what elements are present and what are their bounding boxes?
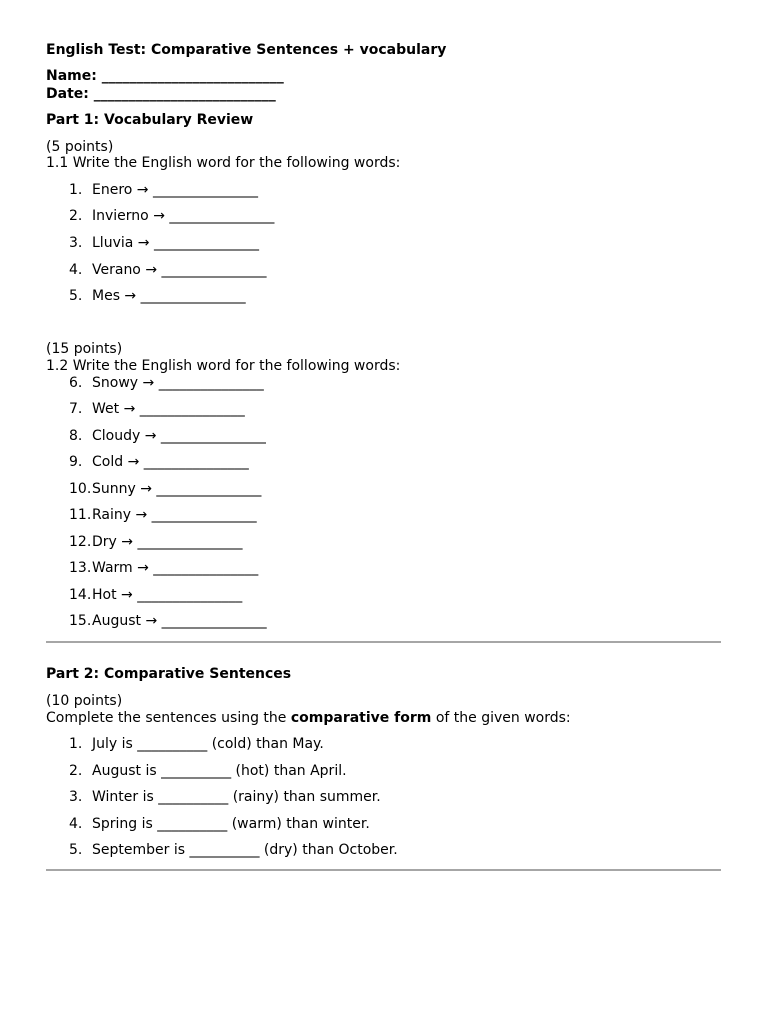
list-item [69,481,261,497]
section2-points: (15 points) [46,341,123,357]
item-number: 4. [69,262,83,278]
list-item [69,534,242,550]
item-number: 11. [69,507,92,523]
item-text: Enero → _______________ [92,182,258,198]
item-number: 4. [69,816,83,832]
item-number: 3. [69,235,83,251]
item-text: Rainy → _______________ [92,507,257,523]
item-number: 5. [69,288,83,304]
list-item [69,288,246,304]
section1-points: (5 points) [46,139,114,155]
section1-instruction: 1.1 Write the English word for the following words: [46,155,401,171]
section-divider [46,641,721,643]
list-item [69,763,347,779]
item-number: 8. [69,428,83,444]
item-text: Spring is __________ (warm) than winter. [92,816,370,832]
item-number: 5. [69,842,83,858]
list-item [69,262,267,278]
instruction-text: of the given words: [431,710,571,726]
item-text: Sunny → _______________ [92,481,262,497]
item-text: July is __________ (cold) than May. [92,736,324,752]
item-text: Verano → _______________ [92,262,267,278]
date-field: Date: __________________________ [46,86,276,102]
instruction-emphasis: comparative form [290,710,432,726]
item-number: 15. [69,613,92,629]
item-number: 14. [69,587,92,603]
item-text: Dry → _______________ [92,534,243,550]
list-item [69,587,242,603]
item-number: 1. [69,736,83,752]
list-item [69,401,245,417]
item-number: 12. [69,534,92,550]
list-item [69,789,381,805]
part2-heading: Part 2: Comparative Sentences [46,666,292,682]
instruction-text: Complete the sentences using the [46,710,291,726]
section-divider [46,869,721,871]
list-item [69,235,259,251]
item-text: Wet → _______________ [92,401,245,417]
list-item [69,816,370,832]
item-number: 13. [69,560,92,576]
item-number: 6. [69,375,83,391]
list-item [69,428,266,444]
list-item [69,208,274,224]
item-text: Invierno → _______________ [92,208,275,224]
item-text: August → _______________ [92,613,267,629]
section2-instruction: 1.2 Write the English word for the following words: [46,358,401,374]
name-field: Name: __________________________ [46,68,284,84]
list-item [69,182,258,198]
item-number: 3. [69,789,83,805]
part1-heading: Part 1: Vocabulary Review [46,112,254,128]
item-number: 10. [69,481,92,497]
list-item [69,842,398,858]
item-text: Snowy → _______________ [92,375,264,391]
part2-instruction [46,710,571,726]
item-number: 7. [69,401,83,417]
item-text: August is __________ (hot) than April. [92,763,347,779]
list-item [69,736,324,752]
list-item [69,560,258,576]
item-number: 2. [69,208,83,224]
list-item [69,507,257,523]
item-number: 1. [69,182,83,198]
list-item [69,375,264,391]
item-text: Cold → _______________ [92,454,249,470]
item-text: Mes → _______________ [92,288,246,304]
item-number: 9. [69,454,83,470]
part2-points: (10 points) [46,693,123,709]
item-text: Hot → _______________ [92,587,243,603]
item-text: Cloudy → _______________ [92,428,266,444]
item-text: Winter is __________ (rainy) than summer. [92,789,381,805]
list-item [69,454,249,470]
item-text: September is __________ (dry) than October. [92,842,398,858]
item-text: Warm → _______________ [92,560,259,576]
item-text: Lluvia → _______________ [92,235,259,251]
item-number: 2. [69,763,83,779]
list-item [69,613,267,629]
document-title: English Test: Comparative Sentences + vocabulary [46,42,447,58]
